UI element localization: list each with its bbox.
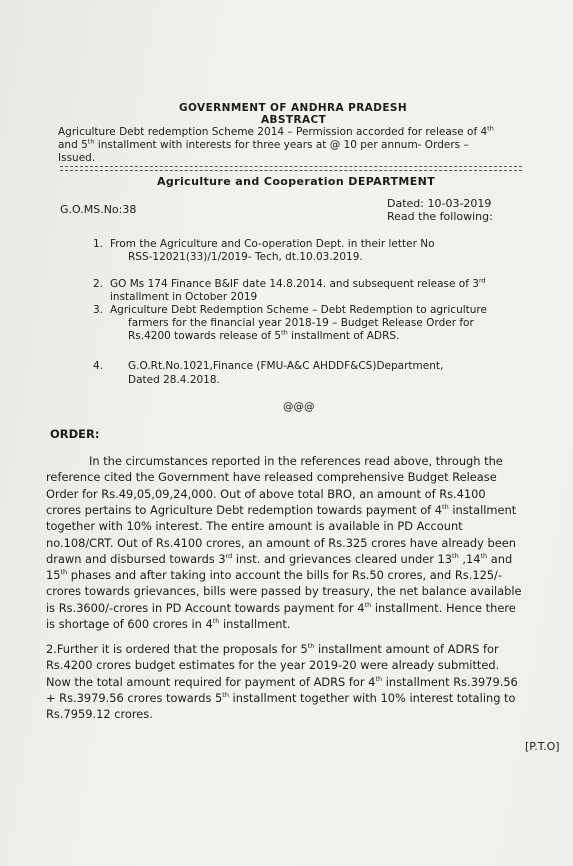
divider-bottom [60, 170, 522, 171]
paragraph-line: drawn and disbursed towards 3rd inst. and grievances cleared under 13th ,14th and [46, 551, 513, 566]
paragraph-line: Rs.7959.12 crores. [46, 707, 153, 722]
paragraph-line: In the circumstances reported in the references read above, through the [89, 454, 503, 468]
paragraph-line: crores pertains to Agriculture Debt redemption towards payment of 4th installment [46, 502, 517, 517]
paragraph-line: 15th phases and after taking into account the bills for Rs.50 crores, and Rs.125/- [46, 568, 503, 583]
subject-line-1: Agriculture Debt redemption Scheme 2014 – Permission accorded for release of 4th [58, 124, 494, 138]
paragraph-line: crores towards grievances, bills were passed by treasury, the net balance available [46, 584, 522, 599]
paragraph-line: 2.Further it is ordered that the proposals for 5th installment amount of ADRS for [46, 642, 499, 656]
paragraph-line: + Rs.3979.56 crores towards 5th installment together with 10% interest totaling to [46, 690, 516, 705]
paragraph-line: no.108/CRT. Out of Rs.4100 crores, an amount of Rs.325 crores have already been [46, 535, 516, 550]
government-title: GOVERNMENT OF ANDHRA PRADESH [179, 102, 408, 114]
pto-marker: [P.T.O] [525, 740, 560, 753]
separator-symbol: @@@ [283, 401, 315, 413]
paragraph-line: together with 10% interest. The entire amount is available in PD Account [46, 519, 463, 534]
department-title: Agriculture and Cooperation DEPARTMENT [157, 175, 436, 188]
divider-top [60, 166, 522, 167]
dated: Dated: 10-03-2019 [387, 197, 492, 210]
subject-line-3: Issued. [58, 152, 96, 164]
paragraph-line: is Rs.3600/-crores in PD Account towards payment for 4th installment. Hence there [46, 600, 516, 615]
go-number: G.O.MS.No:38 [60, 203, 137, 216]
paragraph-line: Now the total amount required for payment of ADRS for 4th installment Rs.3979.56 [46, 674, 518, 689]
paragraph-line: Order for Rs.49,05,09,24,000. Out of above total BRO, an amount of Rs.4100 [46, 486, 486, 501]
paragraph-line: Rs.4200 crores budget estimates for the year 2019-20 were already submitted. [46, 658, 500, 673]
document-page: GOVERNMENT OF ANDHRA PRADESH ABSTRACT Agriculture Debt redemption Scheme 2014 – Permission accorded for release of 4th and 5th installment with interests for three years at @ 10 per annum- Orders – Issued. Agriculture and Cooperation DEPARTMENT G.O.MS.No:38 Dated: 10-03-2019 Read the following: 1. From the Agriculture and Co-operation Dept. in their letter No RSS-12021(33)/1/2019- Tech, dt.10.03.2019. 2. GO Ms 174 Finance B&IF date 14.8.2014. and subsequent release of 3rd installment in October 2019 3. Agriculture Debt Redemption Scheme – Debt Redemption to agriculture farmers for the financial year 2018-19 – Budget Release Order for Rs.4200 towards release of 5th installment of ADRS. 4. G.O.Rt.No.1021,Finance (FMU-A&C AHDDF&CS)Department, Dated 28.4.2018. @@@ ORDER: In the circumstances reported in the references read above, through the reference cited the Government have released comprehensive Budget Release Order for Rs.49,05,09,24,000. Out of above total BRO, an amount of Rs.4100 crores pertains to Agriculture Debt redemption towards payment of 4th installment together with 10% interest. The entire amount is available in PD Account no.108/CRT. Out of Rs.4100 crores, an amount of Rs.325 crores have already been drawn and disbursed towards 3rd inst. and grievances cleared under 13th ,14th and 15th phases and after taking into account the bills for Rs.50 crores, and Rs.125/- crores towards grievances, bills were passed by treasury, the net balance available is Rs.3600/-crores in PD Account towards payment for 4th installment. Hence there is shortage of 600 crores in 4th installment. 2.Further it is ordered that the proposals for 5th installment amount of ADRS for Rs.4200 crores budget estimates for the year 2019-20 were already submitted. Now the total amount required for payment of ADRS for 4th installment Rs.3979.56 + Rs.3979.56 crores towards 5th installment together with 10% interest totaling to Rs.7959.12 crores. [P.T.O] [0, 0, 573, 866]
subject-line-2: and 5th installment with interests for three years at @ 10 per annum- Orders – [58, 137, 469, 151]
read-following: Read the following: [387, 210, 493, 223]
paragraph-line: reference cited the Government have released comprehensive Budget Release [46, 470, 497, 485]
paragraph-line: is shortage of 600 crores in 4th installment. [46, 617, 291, 631]
order-heading: ORDER: [50, 427, 100, 441]
abstract-title: ABSTRACT [261, 114, 327, 126]
